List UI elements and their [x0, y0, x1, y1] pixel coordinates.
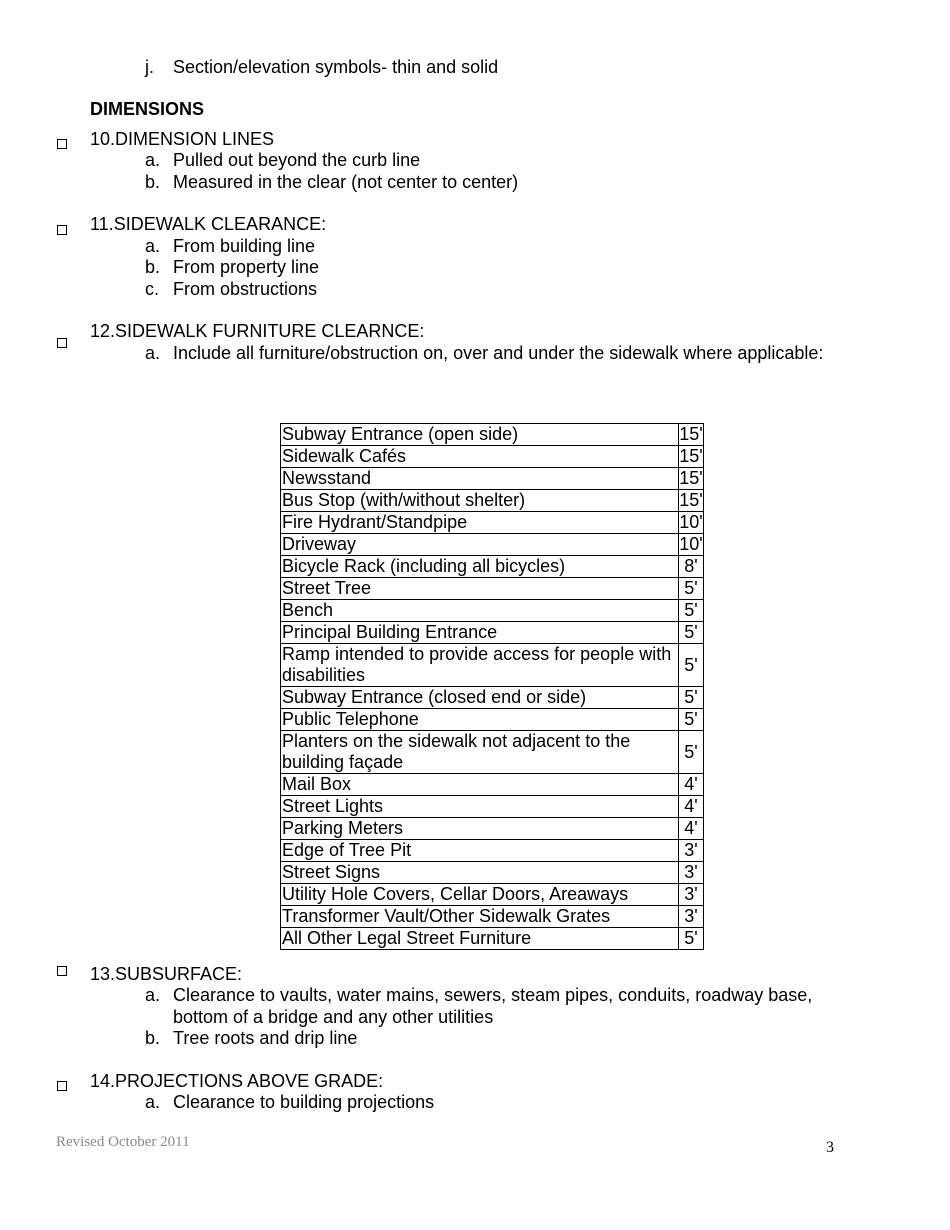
item-13-title [90, 963, 242, 985]
clearance-item: Planters on the sidewalk not adjacent to the building façade [281, 731, 679, 774]
clearance-item: Bicycle Rack (including all bicycles) [281, 556, 679, 578]
sub-text: Clearance to vaults, water mains, sewers, steam pipes, conduits, roadway base, bottom of a bridge and any other utilities [173, 985, 813, 1027]
clearance-value: 15' [679, 468, 703, 488]
item-number: 11. [90, 214, 114, 234]
clearance-value: 5' [679, 644, 704, 687]
clearance-value: 5' [679, 709, 704, 731]
item-10-title [90, 128, 274, 150]
table-row [281, 709, 704, 731]
table-row [281, 818, 704, 840]
sub-letter: c. [145, 279, 160, 299]
item-11-sub-b [145, 256, 319, 278]
sub-letter: b. [145, 1028, 161, 1048]
sub-letter: a. [145, 343, 161, 363]
table-row [281, 490, 704, 512]
clearance-table [280, 423, 704, 950]
sub-text: Include all furniture/obstruction on, over and under the sidewalk where applicable: [173, 343, 824, 363]
table-row [281, 840, 704, 862]
revised-date: Revised October 2011 [56, 1134, 190, 1150]
sub-letter: a. [145, 1092, 161, 1112]
sub-text: Measured in the clear (not center to center) [173, 172, 519, 192]
item-title: SIDEWALK FURNITURE CLEARNCE: [115, 321, 425, 341]
item-11-checkbox[interactable] [57, 225, 67, 235]
clearance-item: Fire Hydrant/Standpipe [281, 512, 679, 534]
clearance-value: 10' [679, 534, 703, 554]
table-row [281, 468, 704, 490]
clearance-value: 4' [679, 796, 704, 818]
clearance-value: 15' [679, 446, 703, 466]
table-row [281, 644, 704, 687]
item-10-checkbox[interactable] [57, 139, 67, 149]
clearance-item: Utility Hole Covers, Cellar Doors, Areaways [281, 884, 679, 906]
clearance-item: Parking Meters [281, 818, 679, 840]
sub-text: From property line [173, 257, 320, 277]
table-row [281, 578, 704, 600]
sub-letter: a. [145, 150, 161, 170]
clearance-item: Transformer Vault/Other Sidewalk Grates [281, 906, 679, 928]
item-title: SIDEWALK CLEARANCE: [113, 214, 327, 234]
item-title: DIMENSION LINES [115, 129, 275, 149]
clearance-value: 5' [679, 578, 704, 600]
sub-letter: b. [145, 172, 161, 192]
table-row [281, 622, 704, 644]
clearance-item: Bench [281, 600, 679, 622]
clearance-value: 4' [679, 774, 704, 796]
clearance-item: Public Telephone [281, 709, 679, 731]
item-13-sub-a [145, 984, 853, 1028]
item-10-sub-a [145, 149, 420, 171]
table-row [281, 774, 704, 796]
clearance-table-body [281, 424, 704, 950]
clearance-value: 5' [679, 600, 704, 622]
sub-letter: a. [145, 236, 161, 256]
sub-text: From building line [173, 236, 316, 256]
clearance-item: Driveway [281, 534, 679, 556]
item-11-sub-a [145, 235, 315, 257]
item-number: 12. [90, 321, 116, 341]
table-row [281, 928, 704, 950]
section-heading: DIMENSIONS [90, 99, 205, 119]
table-row [281, 884, 704, 906]
clearance-value: 3' [679, 884, 704, 906]
table-row [281, 687, 704, 709]
item-12-title [90, 320, 424, 342]
sub-text: Pulled out beyond the curb line [173, 150, 421, 170]
table-row [281, 534, 704, 556]
sub-text: Tree roots and drip line [173, 1028, 358, 1048]
table-row [281, 862, 704, 884]
clearance-value: 5' [679, 731, 704, 774]
clearance-value: 3' [679, 906, 704, 928]
table-row [281, 796, 704, 818]
item-13-checkbox[interactable] [57, 966, 67, 976]
table-row [281, 906, 704, 928]
list-item-j [145, 56, 498, 78]
item-14-sub-a [145, 1091, 434, 1113]
clearance-value: 5' [679, 622, 704, 644]
clearance-value: 15' [679, 424, 703, 444]
item-title: PROJECTIONS ABOVE GRADE: [115, 1071, 384, 1091]
clearance-item: Sidewalk Cafés [281, 446, 679, 468]
item-12-checkbox[interactable] [57, 338, 67, 348]
clearance-item: All Other Legal Street Furniture [281, 928, 679, 950]
clearance-value: 3' [679, 862, 704, 884]
clearance-item: Edge of Tree Pit [281, 840, 679, 862]
item-number: 10. [90, 129, 116, 149]
sub-letter: b. [145, 257, 161, 277]
item-12-sub-a [145, 342, 823, 364]
sub-text: Section/elevation symbols- thin and solid [173, 57, 499, 77]
clearance-item: Subway Entrance (open side) [281, 424, 679, 446]
sub-letter: a. [145, 985, 161, 1005]
item-10-sub-b [145, 171, 518, 193]
clearance-value: 8' [679, 556, 704, 578]
table-row [281, 446, 704, 468]
sub-text: From obstructions [173, 279, 318, 299]
item-14-title [90, 1070, 383, 1092]
clearance-value: 10' [679, 512, 703, 532]
clearance-value: 4' [679, 818, 704, 840]
clearance-value: 3' [679, 840, 704, 862]
clearance-item: Bus Stop (with/without shelter) [281, 490, 679, 512]
item-11-sub-c [145, 278, 317, 300]
item-11-title [90, 213, 326, 235]
item-13-sub-b [145, 1027, 357, 1049]
clearance-item: Street Signs [281, 862, 679, 884]
page-number: 3 [826, 1139, 834, 1156]
clearance-item: Street Lights [281, 796, 679, 818]
sub-letter: j. [145, 57, 154, 77]
table-row [281, 424, 704, 446]
clearance-value: 15' [679, 490, 703, 510]
clearance-item: Mail Box [281, 774, 679, 796]
item-number: 14. [90, 1071, 116, 1091]
clearance-value: 5' [679, 928, 704, 950]
item-title: SUBSURFACE: [115, 964, 243, 984]
table-row [281, 600, 704, 622]
clearance-item: Newsstand [281, 468, 679, 490]
item-14-checkbox[interactable] [57, 1081, 67, 1091]
clearance-item: Subway Entrance (closed end or side) [281, 687, 679, 709]
clearance-value: 5' [679, 687, 704, 709]
sub-text: Clearance to building projections [173, 1092, 435, 1112]
clearance-item: Ramp intended to provide access for people with disabilities [281, 644, 679, 687]
item-number: 13. [90, 964, 116, 984]
table-row [281, 731, 704, 774]
table-row [281, 556, 704, 578]
clearance-item: Street Tree [281, 578, 679, 600]
table-row [281, 512, 704, 534]
clearance-item: Principal Building Entrance [281, 622, 679, 644]
